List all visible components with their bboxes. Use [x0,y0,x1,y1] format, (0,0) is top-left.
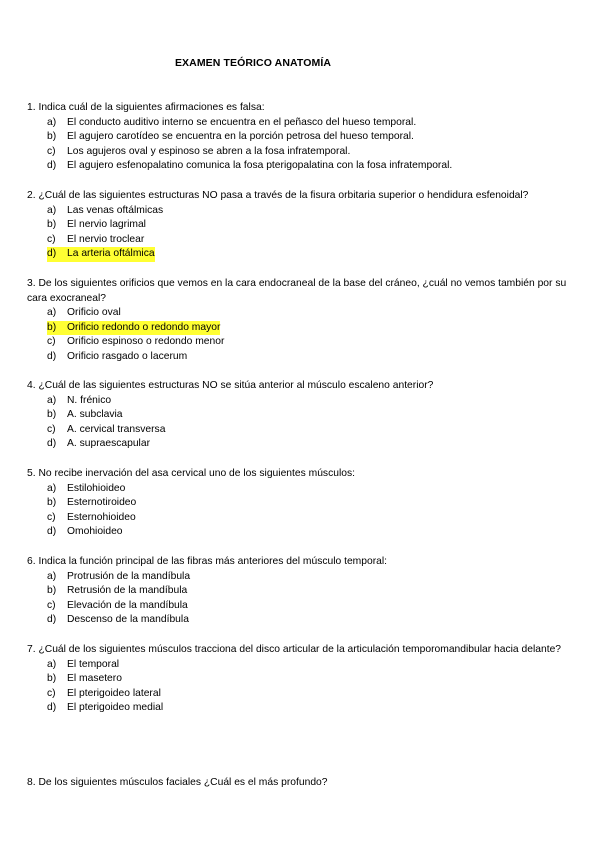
option-text: A. supraescapular [67,438,150,450]
question-text [27,101,575,116]
question-text [27,467,575,482]
question-6 [27,555,575,628]
option-content [47,525,123,540]
option-text: La arteria oftálmica [67,248,155,260]
question-number: 3. [27,278,36,289]
option-content [47,306,121,321]
option-list [27,658,575,716]
option-content [47,335,224,350]
question-number: 2. [27,190,36,201]
question-text [27,277,575,306]
option-content [47,130,414,145]
answer-option [27,321,575,336]
highlighted-answer [47,321,220,336]
option-letter: b) [47,673,57,685]
option-letter: d) [47,526,57,538]
option-letter: b) [47,321,57,333]
option-text: A. cervical transversa [67,423,166,435]
option-text: Orificio rasgado o lacerum [67,350,188,362]
option-list [27,116,575,174]
option-content [47,658,119,673]
option-letter: a) [47,658,57,670]
question-text [27,643,575,658]
option-content [47,482,125,497]
question-statement: ¿Cuál de los siguientes músculos tracciona del disco articular de la articulación temporomandibular hacia delante? [38,644,562,655]
answer-option [27,584,575,599]
question-statement: De los siguientes músculos faciales ¿Cuál es el más profundo? [38,777,328,788]
option-content [47,584,187,599]
page-title: EXAMEN TEÓRICO ANATOMÍA [174,57,332,69]
question-statement: Indica cuál de la siguientes afirmaciones es falsa: [38,102,265,113]
option-text: El agujero esfenopalatino comunica la fosa pterigopalatina con la fosa infratemporal. [67,160,453,172]
option-letter: a) [47,394,57,406]
option-content [47,599,188,614]
answer-option [27,672,575,687]
option-letter: d) [47,614,57,626]
option-letter: a) [47,204,57,216]
option-letter: c) [47,336,56,348]
answer-option [27,130,575,145]
question-number: 5. [27,468,36,479]
option-letter: a) [47,116,57,128]
answer-option [27,247,575,262]
answer-option [27,701,575,716]
option-text: Estilohioideo [67,482,126,494]
option-letter: c) [47,599,56,611]
option-text: Protrusión de la mandíbula [67,570,191,582]
question-text [27,555,575,570]
option-letter: d) [47,438,57,450]
option-content [47,672,122,687]
option-letter: c) [47,511,56,523]
option-letter: d) [47,160,57,172]
option-content [47,145,350,160]
question-number: 7. [27,644,36,655]
answer-option [27,482,575,497]
option-content [47,218,146,233]
option-text: Retrusión de la mandíbula [67,585,188,597]
option-text: Esternohioideo [67,511,136,523]
option-content [47,408,123,423]
answer-option [27,350,575,365]
option-letter: a) [47,570,57,582]
answer-option [27,233,575,248]
question-statement: ¿Cuál de las siguientes estructuras NO pasa a través de la fisura orbitaria superior o hendidura esfenoidal? [38,190,529,201]
option-content [47,570,190,585]
answer-option [27,525,575,540]
answer-option [27,408,575,423]
option-list [27,482,575,540]
answer-option [27,437,575,452]
option-text: A. subclavia [67,409,123,421]
question-3 [27,277,575,365]
question-number: 1. [27,102,36,113]
option-text: N. frénico [67,394,112,406]
option-list [27,306,575,364]
option-letter: c) [47,423,56,435]
option-text: El temporal [67,658,120,670]
answer-option [27,394,575,409]
option-content [47,204,163,219]
option-text: Los agujeros oval y espinoso se abren a la fosa infratemporal. [67,145,351,157]
answer-option [27,218,575,233]
option-text: Orificio espinoso o redondo menor [67,336,225,348]
highlighted-answer [47,247,155,262]
option-content [47,233,144,248]
option-letter: a) [47,482,57,494]
option-text: Descenso de la mandíbula [67,614,189,626]
option-content [47,350,187,365]
question-statement: ¿Cuál de las siguientes estructuras NO se sitúa anterior al músculo escaleno anterior? [38,380,434,391]
option-text: Omohioideo [67,526,123,538]
answer-option [27,599,575,614]
option-text: El pterigoideo medial [67,702,164,714]
question-8 [27,776,575,791]
option-letter: b) [47,409,57,421]
question-text [27,379,575,394]
option-letter: c) [47,233,56,245]
option-letter: b) [47,585,57,597]
option-text: El conducto auditivo interno se encuentra en el peñasco del hueso temporal. [67,116,417,128]
answer-option [27,306,575,321]
question-text [27,776,575,791]
option-letter: b) [47,131,57,143]
option-letter: b) [47,497,57,509]
question-number: 6. [27,556,36,567]
option-text: El masetero [67,673,122,685]
question-5 [27,467,575,540]
option-text: Orificio redondo o redondo mayor [67,321,221,333]
answer-option [27,511,575,526]
option-content [47,496,136,511]
option-letter: d) [47,702,57,714]
option-text: Las venas oftálmicas [67,204,164,216]
option-text: Elevación de la mandíbula [67,599,188,611]
option-content [47,687,161,702]
answer-option [27,613,575,628]
answer-option [27,116,575,131]
answer-option [27,496,575,511]
answer-option [27,570,575,585]
question-2 [27,189,575,262]
option-letter: b) [47,219,57,231]
answer-option [27,159,575,174]
answer-option [27,335,575,350]
option-text: Esternotiroideo [67,497,137,509]
option-text: El agujero carotídeo se encuentra en la porción petrosa del hueso temporal. [67,131,414,143]
question-statement: No recibe inervación del asa cervical uno de los siguientes músculos: [38,468,355,479]
option-content [47,613,189,628]
question-number: 8. [27,777,36,788]
option-content [47,394,111,409]
option-letter: d) [47,248,57,260]
option-content [47,159,452,174]
option-content [47,116,416,131]
option-letter: c) [47,145,56,157]
option-content [47,423,165,438]
option-text: Orificio oval [67,307,121,319]
option-content [47,437,150,452]
question-1 [27,101,575,174]
option-content [47,701,163,716]
option-text: El nervio troclear [67,233,145,245]
answer-option [27,204,575,219]
question-text [27,189,575,204]
option-list [27,204,575,262]
option-content [47,511,136,526]
answer-option [27,658,575,673]
option-list [27,394,575,452]
answer-option [27,423,575,438]
answer-option [27,145,575,160]
question-number: 4. [27,380,36,391]
option-letter: d) [47,350,57,362]
answer-option [27,687,575,702]
option-letter: a) [47,307,57,319]
option-letter: c) [47,687,56,699]
question-statement: Indica la función principal de las fibras más anteriores del músculo temporal: [38,556,388,567]
question-statement: De los siguientes orificios que vemos en la cara endocraneal de la base del cráneo, ¿cuál no vemos también por su cara exocraneal? [27,278,567,304]
question-4 [27,379,575,452]
question-7 [27,643,575,716]
option-text: El pterigoideo lateral [67,687,161,699]
option-text: El nervio lagrimal [67,219,146,231]
option-list [27,570,575,628]
